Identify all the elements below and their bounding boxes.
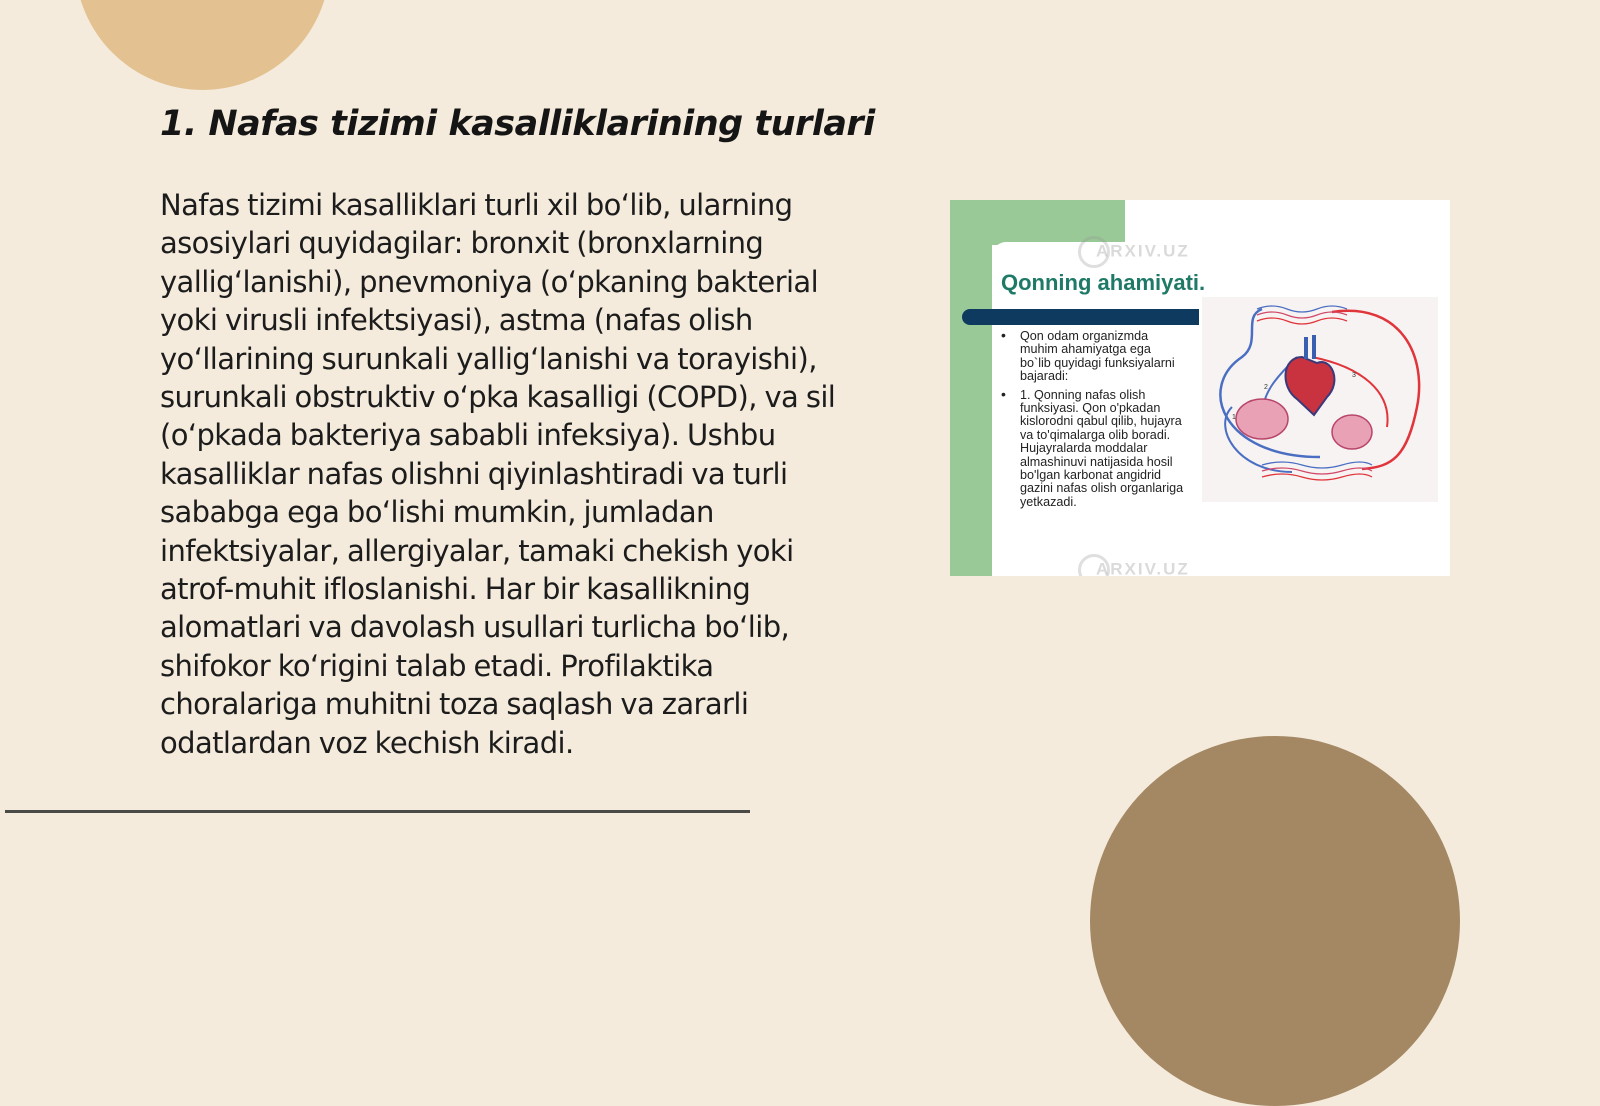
slide-image-title: Qonning ahamiyati.	[1001, 270, 1206, 295]
watermark: ARXIV.UZ	[1078, 236, 1190, 268]
svg-text:3: 3	[1352, 372, 1356, 379]
slide-title: 1. Nafas tizimi kasalliklarining turlari	[160, 104, 875, 144]
embedded-slide-image	[950, 200, 1450, 576]
circulation-diagram	[1202, 297, 1438, 502]
list-item: • 1. Qonning nafas olish funksiyasi. Qon o'pkadan kislorodni qabul qilib, hujayra va to'qimalarga olib boradi. Hujayralarda moddalar almashinuvi natijasida hosil bo'lgan karbonat angidrid gazini nafas olish organlariga yetkazadi.	[1000, 389, 1185, 510]
svg-text:1: 1	[1232, 414, 1236, 421]
body-paragraph: Nafas tizimi kasalliklari turli xil bo‘lib, ularning asosiylari quyidagilar: bronxit (bronxlarning yallig‘lanishi), pnevmoniya (o‘pkaning bakterial yoki virusli infektsiyasi), astma (nafas olish yo‘llarining surunkali yallig‘lanishi va torayishi), surunkali obstruktiv o‘pka kasalligi (COPD), va sil (o‘pkada bakteriya sababli infeksiya). Ushbu kasalliklar nafas olishni qiyinlashtiradi va turli sababga ega bo‘lishi mumkin, jumladan infektsiyalar, allergiyalar, tamaki chekish yoki atrof-muhit ifloslanishi. Har bir kasallikning alomatlari va davolash usullari turlicha bo‘lib, shifokor ko‘rigini talab etadi. Profilaktika choralariga muhitni toza saqlash va zararli odatlardan voz kechish kiradi.	[160, 188, 836, 760]
slide-image-bar	[962, 309, 1199, 325]
slide-green-band-left	[950, 200, 992, 576]
decorative-circle-bottom	[1090, 736, 1460, 1106]
svg-text:2: 2	[1264, 384, 1268, 391]
watermark: ARXIV.UZ	[1078, 554, 1190, 576]
divider-line	[5, 810, 750, 813]
decorative-circle-top	[75, 0, 330, 90]
slide-image-bullets	[1000, 330, 1185, 514]
list-item: • Qon odam organizmda muhim ahamiyatga ega bo`lib quyidagi funksiyalarni bajaradi:	[1000, 330, 1185, 384]
